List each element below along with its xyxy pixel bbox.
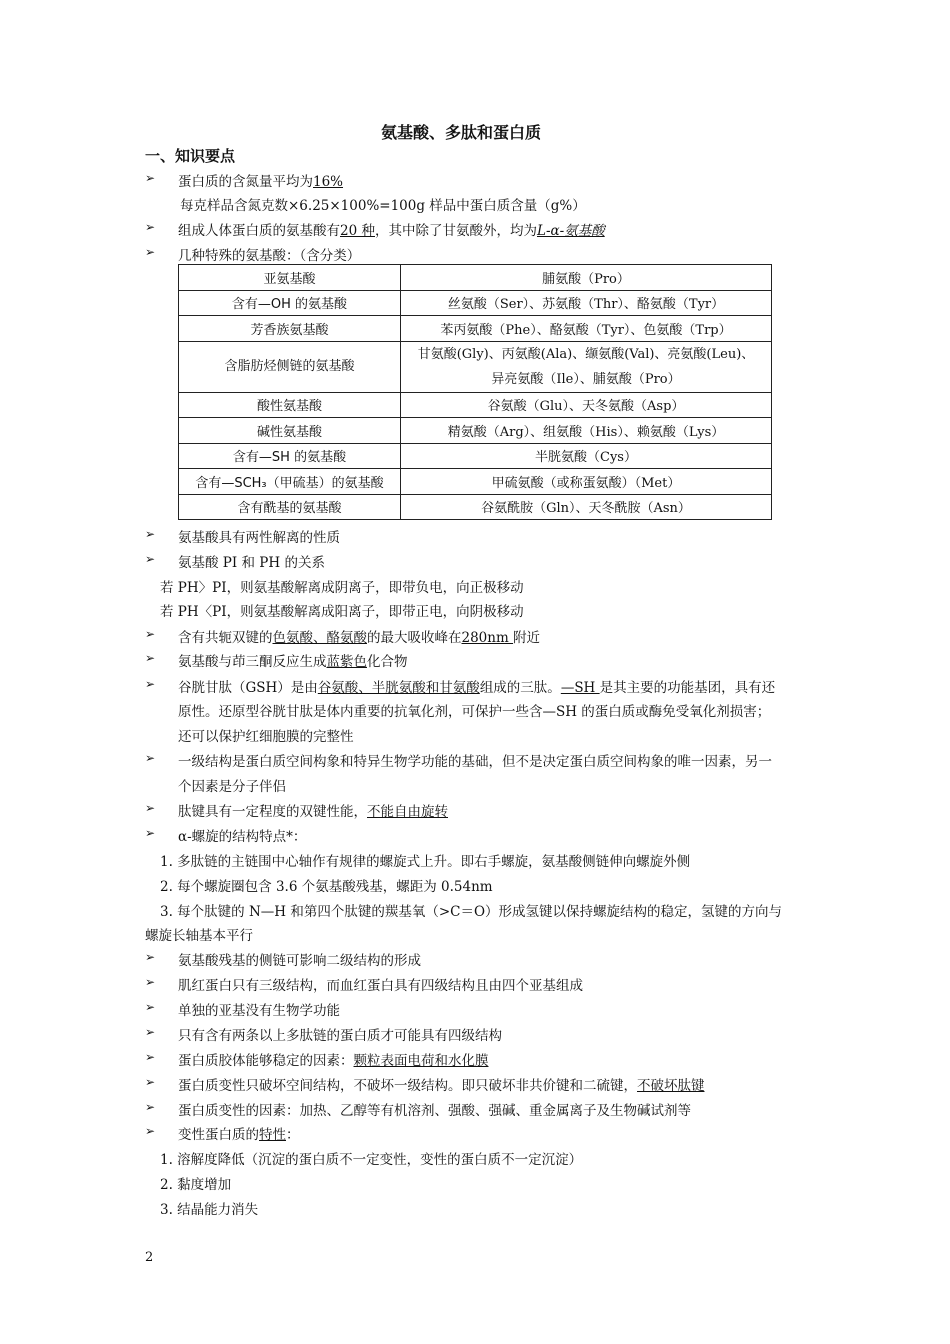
list-item: 含有共轭双键的色氨酸、酪氨酸的最大吸收峰在280nm 附近 [178,630,541,646]
bullet-icon: ➢ [145,677,156,691]
list-item: α-螺旋的结构特点*： [178,829,307,845]
table-cell: 亚氨基酸 [179,265,401,291]
list-item: 蛋白质胶体能够稳定的因素：颗粒表面电荷和水化膜 [178,1053,489,1069]
list-item-detail: 原性。还原型谷胱甘肽是体内重要的抗氧化剂，可保护一些含—SH 的蛋白质或酶免受氧化剂损害； [178,704,771,720]
page-number: 2 [145,1250,154,1265]
list-item: 组成人体蛋白质的氨基酸有20 种，其中除了甘氨酸外，均为L-α-氨基酸 [178,223,605,239]
amino-acid-table [178,264,772,520]
table-row [179,494,772,520]
list-item: 肌红蛋白只有三级结构，而血红蛋白具有四级结构且由四个亚基组成 [178,978,583,994]
list-item: 肽键具有一定程度的双键性能，不能自由旋转 [178,804,448,820]
table-cell: 含有酰基的氨基酸 [179,494,401,520]
numbered-item: 2. 每个螺旋圈包含 3.6 个氨基酸残基，螺距为 0.54nm [160,879,493,895]
list-item: 谷胱甘肽（GSH）是由谷氨酸、半胱氨酸和甘氨酸组成的三肽。—SH 是其主要的功能基团，具有还 [178,680,776,696]
list-item: 一级结构是蛋白质空间构象和特异生物学功能的基础，但不是决定蛋白质空间构象的唯一因素，另一 [178,754,772,770]
bullet-icon: ➢ [145,950,156,964]
numbered-item: 1. 溶解度降低（沉淀的蛋白质不一定变性，变性的蛋白质不一定沉淀） [160,1152,583,1168]
numbered-item: 3. 结晶能力消失 [160,1202,259,1218]
section-heading: 一、知识要点 [145,147,236,165]
bullet-icon: ➢ [145,527,156,541]
table-cell: 苯丙氨酸（Phe）、酪氨酸（Tyr）、色氨酸（Trp） [401,316,772,342]
table-cell: 谷氨酰胺（Gln）、天冬酰胺（Asn） [401,494,772,520]
table-row [179,418,772,444]
bullet-icon: ➢ [145,1025,156,1039]
bullet-icon: ➢ [145,245,156,259]
bullet-icon: ➢ [145,627,156,641]
table-cell: 脯氨酸（Pro） [401,265,772,291]
table-cell: 精氨酸（Arg）、组氨酸（His）、赖氨酸（Lys） [401,418,772,444]
numbered-item: 3. 每个肽键的 N—H 和第四个肽键的羰基氧（>C＝O）形成氢键以保持螺旋结构的稳定，氢键的方向与 [160,904,783,920]
table-cell: 甲硫氨酸（或称蛋氨酸）（Met） [401,469,772,495]
table-row [179,443,772,469]
list-item: 氨基酸 PI 和 PH 的关系 [178,555,325,571]
bullet-icon: ➢ [145,651,156,665]
table-row [179,316,772,342]
bullet-icon: ➢ [145,975,156,989]
numbered-item-detail: 螺旋长轴基本平行 [145,928,253,944]
table-cell: 含脂肪烃侧链的氨基酸 [179,341,401,392]
list-item: 几种特殊的氨基酸：（含分类） [178,248,361,264]
bullet-icon: ➢ [145,826,156,840]
table-cell: 碱性氨基酸 [179,418,401,444]
list-item: 氨基酸与茚三酮反应生成蓝紫色化合物 [178,654,408,670]
bullet-icon: ➢ [145,751,156,765]
page-title: 氨基酸、多肽和蛋白质 [381,123,542,142]
list-item-detail: 若 PH〈PI，则氨基酸解离成阳离子，即带正电，向阴极移动 [160,604,524,620]
table-row [179,290,772,316]
numbered-item: 2. 黏度增加 [160,1177,232,1193]
list-item-detail: 还可以保护红细胞膜的完整性 [178,729,354,745]
table-cell: 半胱氨酸（Cys） [401,443,772,469]
bullet-icon: ➢ [145,171,156,185]
list-item: 只有含有两条以上多肽链的蛋白质才可能具有四级结构 [178,1028,502,1044]
list-item-detail: 每克样品含氮克数×6.25×100%=100g 样品中蛋白质含量（g%） [180,198,586,214]
bullet-icon: ➢ [145,1100,156,1114]
table-row [179,265,772,291]
list-item: 单独的亚基没有生物学功能 [178,1003,340,1019]
list-item-detail: 若 PH〉PI，则氨基酸解离成阴离子，即带负电，向正极移动 [160,580,524,596]
table-row [179,392,772,418]
bullet-icon: ➢ [145,1050,156,1064]
table-cell: 甘氨酸(Gly)、丙氨酸(Ala)、缬氨酸(Val)、亮氨酸(Leu)、 异亮氨酸（Ile）、脯氨酸（Pro） [401,341,772,392]
table-cell: 谷氨酸（Glu）、天冬氨酸（Asp） [401,392,772,418]
list-item: 蛋白质的含氮量平均为16% [178,174,344,190]
bullet-icon: ➢ [145,1124,156,1138]
table-cell: 含有—SCH₃（甲硫基）的氨基酸 [179,469,401,495]
bullet-icon: ➢ [145,1000,156,1014]
bullet-icon: ➢ [145,220,156,234]
bullet-icon: ➢ [145,552,156,566]
table-cell: 含有—SH 的氨基酸 [179,443,401,469]
table-row [179,469,772,495]
table-cell: 酸性氨基酸 [179,392,401,418]
list-item: 蛋白质变性的因素：加热、乙醇等有机溶剂、强酸、强碱、重金属离子及生物碱试剂等 [178,1103,691,1119]
bullet-icon: ➢ [145,1075,156,1089]
numbered-item: 1. 多肽链的主链围中心轴作有规律的螺旋式上升。即右手螺旋，氨基酸侧链伸向螺旋外侧 [160,854,691,870]
table-cell: 含有—OH 的氨基酸 [179,290,401,316]
bullet-icon: ➢ [145,801,156,815]
table-cell: 芳香族氨基酸 [179,316,401,342]
list-item: 氨基酸具有两性解离的性质 [178,530,340,546]
list-item: 变性蛋白质的特性： [178,1127,300,1143]
table-cell: 丝氨酸（Ser）、苏氨酸（Thr）、酪氨酸（Tyr） [401,290,772,316]
list-item-detail: 个因素是分子伴侣 [178,779,286,795]
table-row [179,341,772,392]
list-item: 氨基酸残基的侧链可影响二级结构的形成 [178,953,421,969]
list-item: 蛋白质变性只破坏空间结构，不破坏一级结构。即只破坏非共价键和二硫键，不破坏肽键 [178,1078,705,1094]
